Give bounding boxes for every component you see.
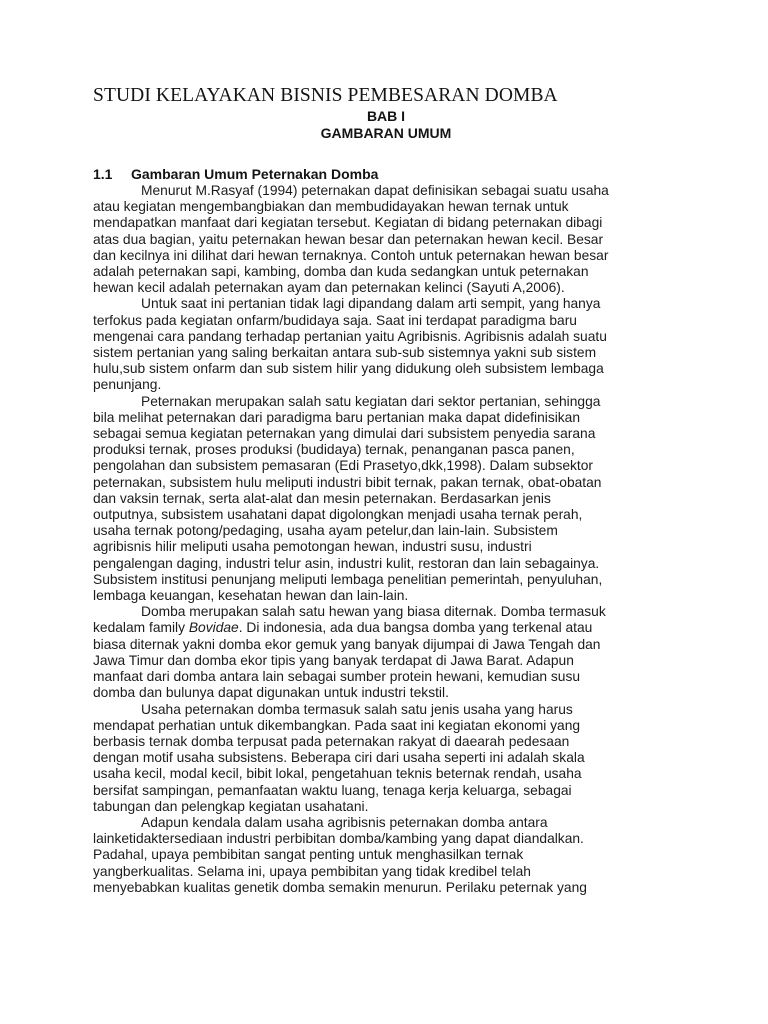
paragraph-1 [93,183,675,296]
text-line: mendapatkan manfaat dari kegiatan tersebut. Kegiatan di bidang peternakan dibagi [93,215,603,231]
paragraph-3 [93,394,675,605]
text-line: lainketidaktersediaan industri perbibitan domba/kambing yang dapat diandalkan. [93,831,584,847]
text-line: Padahal, upaya pembibitan sangat penting untuk menghasilkan ternak [93,847,524,863]
text-line: mendapat perhatian untuk dikembangkan. Pada saat ini kegiatan ekonomi yang [93,717,581,733]
text-line: Untuk saat ini pertanian tidak lagi dipandang dalam arti sempit, yang hanya [141,296,601,312]
body-text [93,183,675,896]
text-line: domba dan bulunya dapat digunakan untuk industri tekstil. [93,685,449,701]
text-line: hewan kecil adalah peternakan ayam dan peternakan kelinci (Sayuti A,2006). [93,280,565,296]
text-line: Subsistem institusi penunjang meliputi lembaga penelitian pemerintah, penyuluhan, [93,571,603,587]
text-line: bersifat sampingan, pemanfaatan waktu luang, tenaga kerja keluarga, sebagai [93,782,572,798]
text-line: dan vaksin ternak, serta alat-alat dan mesin peternakan. Berdasarkan jenis [93,490,551,506]
text-line: Jawa Timur dan domba ekor tipis yang banyak terdapat di Jawa Barat. Adapun [93,652,574,668]
text-line: Usaha peternakan domba termasuk salah satu jenis usaha yang harus [141,701,573,717]
text-line: hulu,sub sistem onfarm dan sub sistem hilir yang didukung oleh subsistem lembaga [93,361,604,377]
text-line: Menurut M.Rasyaf (1994) peternakan dapat definisikan sebagai suatu usaha [141,183,609,198]
text-line: Peternakan merupakan salah satu kegiatan dari sektor pertanian, sehingga [141,393,601,409]
section-number: 1.1 [93,166,113,182]
text-line: outputnya, subsistem usahatani dapat digolongkan menjadi usaha ternak perah, [93,507,583,523]
chapter-title: GAMBARAN UMUM [320,125,452,141]
paragraph-5 [93,702,675,815]
text-line: pengalengan daging, industri telur asin, industri kulit, restoran dan lain sebagainya. [93,555,600,571]
text-line: terfokus pada kegiatan onfarm/budidaya saja. Saat ini terdapat paradigma baru [93,312,577,328]
text-line: usaha ternak potong/pedaging, usaha ayam petelur,dan lain-lain. Subsistem [93,523,558,539]
text-line: sistem pertanian yang saling berkaitan antara sub-sub sistemnya yakni sub sistem [93,345,597,361]
text-line: mengenai cara pandang terhadap pertanian yaitu Agribisnis. Agribisnis adalah suatu [93,328,607,344]
text-line: penunjang. [93,377,162,393]
text-line: yangberkualitas. Selama ini, upaya pembibitan yang tidak kredibel telah [93,863,531,879]
section-title: Gambaran Umum Peternakan Domba [131,166,379,182]
text-line: peternakan, subsistem hulu meliputi industri bibit ternak, pakan ternak, obat-obatan [93,474,602,490]
text-line: usaha kecil, modal kecil, bibit lokal, pengetahuan teknis beternak rendah, usaha [93,766,582,782]
paragraph-2 [93,296,675,393]
text-line: produksi ternak, proses produksi (budidaya) ternak, penanganan pasca panen, [93,442,575,458]
text-line: dengan motif usaha subsistens. Beberapa ciri dari usaha seperti ini adalah skala [93,750,585,766]
section-heading [93,166,378,183]
text-line: menyebabkan kualitas genetik domba semakin menurun. Perilaku peternak yang [93,879,587,895]
text-line: lembaga keuangan, kesehatan hewan dan lain-lain. [93,588,409,604]
paragraph-6 [93,815,675,896]
text-line: Domba merupakan salah satu hewan yang biasa diternak. Domba termasuk [141,604,606,620]
text-line: Adapun kendala dalam usaha agribisnis peternakan domba antara [141,814,548,830]
text-line: kedalam family Bovidae. Di indonesia, ada dua bangsa domba yang terkenal atau [93,620,593,636]
text-line: dan kecilnya ini dilihat dari hewan ternaknya. Contoh untuk peternakan hewan besar [93,247,609,263]
paragraph-4 [93,604,675,701]
text-line: sebagai semua kegiatan peternakan yang dimulai dari subsistem penyedia sarana [93,426,596,442]
text-line: bila melihat peternakan dari paradigma baru pertanian maka dapat didefinisikan [93,409,581,425]
text-line: atas dua bagian, yaitu peternakan hewan besar dan peternakan hewan kecil. Besar [93,231,604,247]
text-line: agribisnis hilir meliputi usaha pemotongan hewan, industri susu, industri [93,539,532,555]
chapter-label: BAB I [366,108,406,124]
italic-term: Bovidae [188,620,239,636]
document-title: STUDI KELAYAKAN BISNIS PEMBESARAN DOMBA [93,85,558,106]
text-line: atau kegiatan mengembangbiakan dan membudidayakan hewan ternak untuk [93,199,569,215]
text-line: biasa diternak yakni domba ekor gemuk yang banyak dijumpai di Jawa Tengah dan [93,636,601,652]
text-line: pengolahan dan subsistem pemasaran (Edi Prasetyo,dkk,1998). Dalam subsektor [93,458,594,474]
text-line: berbasis ternak domba terpusat pada peternakan rakyat di daearah pedesaan [93,733,570,749]
text-line: tabungan dan pelengkap kegiatan usahatani. [93,798,369,814]
text-line: adalah peternakan sapi, kambing, domba dan kuda sedangkan untuk peternakan [93,264,589,280]
text-line: manfaat dari domba antara lain sebagai sumber protein hewani, kemudian susu [93,669,581,685]
